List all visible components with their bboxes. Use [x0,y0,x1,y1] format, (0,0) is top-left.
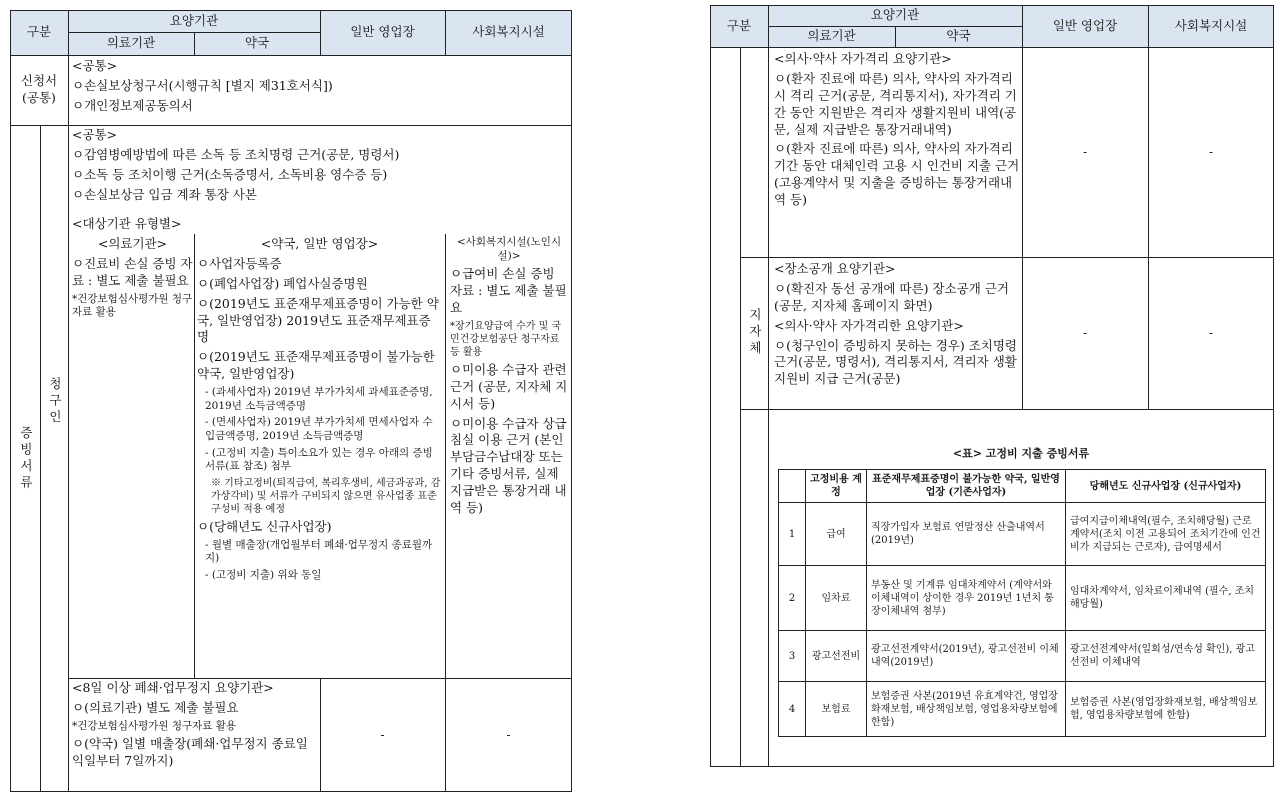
closure-business-dash: - [380,727,385,742]
closure-item: ㅇ(약국) 일별 매출장(폐쇄·업무정지 종료일 익일부터 7일까지) [72,736,308,769]
table-row: 3 광고선전비 광고선전계약서(2019년), 광고선전비 이체내역(2019년) 광고선전계약서(일회성/연속성 확인), 광고선전비 이체내역 [779,631,1266,682]
closure-welfare-dash: - [506,727,511,742]
jeungbing-label: 증빙서류 [18,425,34,492]
common-item: ㅇ소독 등 조치이행 근거(소독증명서, 소독비용 영수증 등) [72,166,388,182]
pharmacy-sub: - (면세사업자) 2019년 부가가치세 면세사업자 수입금액증명, 2019년 소득금액증명 [205,416,433,442]
table-title: <표> 고정비 지출 증빙서류 [952,446,1090,460]
pharmacy-item: ㅇ(당해년도 신규사업장) [197,518,332,534]
medical-note: *건강보험심사평가원 청구자료 활용 [72,292,193,319]
jijache-head: <장소공개 요양기관> [774,261,896,276]
header-pharmacy: 약국 [946,28,971,44]
self-isolation-business-dash: - [1082,144,1088,159]
pharmacy-item: ㅇ(폐업사업장) 폐업사실증명원 [197,275,368,291]
header-gubun: 구분 [26,24,52,40]
jijache-item: ㅇ(청구인이 증빙하지 못하는 경우) 조치명령 근거(공문, 명령서), 격리통지서, 격리자 생활지원비 지급 근거(공문) [774,337,1017,387]
welfare-col [450,236,568,676]
pharmacy-sub: - 월별 매출장(개업월부터 폐쇄·업무정지 종료월까지) [205,538,433,565]
header-business: 일반 영업장 [350,24,415,40]
welfare-item: ㅇ미이용 수급자 상급침실 이용 근거 (본인부담금수납대장 또는 기타 증빙서류, 실제 지급받은 통장거래 내역 등) [450,415,567,515]
sinchung-content [72,58,567,124]
jijache-item: ㅇ(확진자 동선 공개에 따른) 장소공개 근거(공문, 지자체 홈페이지 화면) [774,280,1009,313]
pharmacy-col [197,236,442,676]
self-isolation-welfare-dash: - [1208,144,1214,159]
welfare-note: *장기요양급여 수가 및 국민건강보험공단 청구자료 등 활용 [450,320,562,358]
welfare-item: ㅇ미이용 수급자 관련 근거 (공문, 지자체 지시서 등) [450,361,568,411]
pharmacy-item: ㅇ(2019년도 표준재무제표증명이 가능한 약국, 일반영업장) 2019년도 표준재무제표증명 [197,295,439,345]
header-pharmacy: 약국 [244,35,270,51]
welfare-item: ㅇ급여비 손실 증빙 자료 : 별도 제출 불필요 [450,266,567,316]
header-business: 일반 영업장 [1052,17,1118,33]
welfare-head: <사회복지시설(노인시설)> [456,236,562,262]
table-header: 당해년도 신규사업장 (신규사업자) [1066,470,1266,503]
common-item: ㅇ감염병예방법에 따른 소독 등 조치명령 근거(공문, 명령서) [72,146,400,162]
jijache-label: 지자체 [747,308,763,358]
header-yoyang: 요양기관 [870,7,920,23]
sinchung-item: ㅇ손실보상청구서(시행규칙 [별지 제31호서식]) [72,77,333,93]
pharmacy-sub: - (고정비 지출) 위와 동일 [205,569,322,581]
pharmacy-sub: - (고정비 지출) 특이소요가 있는 경우 아래의 증빙서류(표 참조) 첨부 [205,446,433,473]
common-item: <공통> [72,127,118,142]
self-isolation-content [774,51,1020,255]
pharmacy-item: ㅇ(2019년도 표준재무제표증명이 불가능한 약국, 일반영업장) [197,349,435,382]
jijache-head: <의사·약사 자가격리한 요양기관> [774,317,964,333]
type-header: <대상기관 유형별> [72,216,182,231]
jijache-content [774,261,1020,409]
self-isolation-item: ㅇ(환자 진료에 따른) 의사, 약사의 자가격리 시 격리 근거(공문, 격리통지서), 자가격리 기간 동안 지원받은 격리자 생활지원비 내역(공문, 실제 지급받은 통장거래내역) [774,70,1017,137]
medical-head: <의료기관> [97,236,168,251]
medical-item: ㅇ진료비 손실 증빙 자료 : 별도 제출 불필요 [72,255,193,288]
header-gubun: 구분 [726,17,752,33]
table-row: 2 임차료 부동산 및 기계류 임대차계약서 (계약서와 이체내역이 상이한 경우 2019년 1년치 통장이체내역 첨부) 임대차계약서, 임차료이체내역 (필수, 조치 해당월) [779,566,1266,631]
sinchung-item: ㅇ개인정보제공동의서 [72,97,193,113]
header-welfare: 사회복지시설 [1174,17,1248,33]
table-row: 1 급여 직장가입자 보험료 연말정산 산출내역서 (2019년) 급여지급이체내역(필수, 조치해당월) 근로계약서(조치 이전 고용되어 조치기간에 인건비가 지급되는 근로자), 급여명세서 [779,503,1266,566]
table-row: 4 보험료 보험증권 사본(2019년 유효계약건, 영업장화재보험, 배상책임보험, 영업용차량보험에 한함) 보험증권 사본(영업장화재보험, 배상책임보험, 영업용차량보험에 한함) [779,682,1266,737]
closure-content [72,680,317,790]
header-medical: 의료기관 [807,28,856,44]
jijache-welfare-dash: - [1208,325,1214,340]
pharmacy-sub: - (과세사업자) 2019년 부가가치세 과세표준증명, 2019년 소득금액증명 [205,386,433,412]
self-isolation-item: ㅇ(환자 진료에 따른) 의사, 약사의 자가격리기간 동안 대체인력 고용 시 인건비 지출 근거(고용계약서 및 지출을 증빙하는 통장거래내역 등) [774,141,1020,207]
closure-note: *건강보험심사평가원 청구자료 활용 [72,719,237,732]
header-medical: 의료기관 [106,35,156,51]
common-content [72,127,567,215]
sinchung-label: 신청서 (공통) [20,73,58,105]
fixed-cost-table [778,469,1266,737]
medical-col [72,236,193,676]
jijache-business-dash: - [1082,325,1088,340]
pharmacy-head: <약국, 일반 영업장> [260,236,379,251]
self-isolation-head: <의사·약사 자가격리 요양기관> [774,51,952,66]
closure-item: ㅇ(의료기관) 별도 제출 불필요 [72,699,239,715]
table-header: 고정비용 계정 [806,470,867,503]
common-item: ㅇ손실보상금 입금 계좌 통장 사본 [72,186,257,202]
header-welfare: 사회복지시설 [472,24,545,40]
table-header: 표준재무제표증명이 불가능한 약국, 일반영업장 (기존사업자) [867,470,1066,503]
left-page [10,10,572,792]
header-yoyang: 요양기관 [169,12,219,28]
pharmacy-item: ㅇ사업자등록증 [197,255,282,271]
sinchung-item: <공통> [72,58,118,73]
pharmacy-note: ※ 기타고정비(퇴직급여, 복리후생비, 세금과공과, 감가상각비) 및 서류가 구비되지 않으면 유사업종 표준구성비 적용 예정 [211,477,441,515]
cheonggu-label: 청구인 [47,376,63,427]
right-page [710,5,1274,767]
closure-head: <8일 이상 폐쇄·업무정지 요양기관> [72,680,274,695]
